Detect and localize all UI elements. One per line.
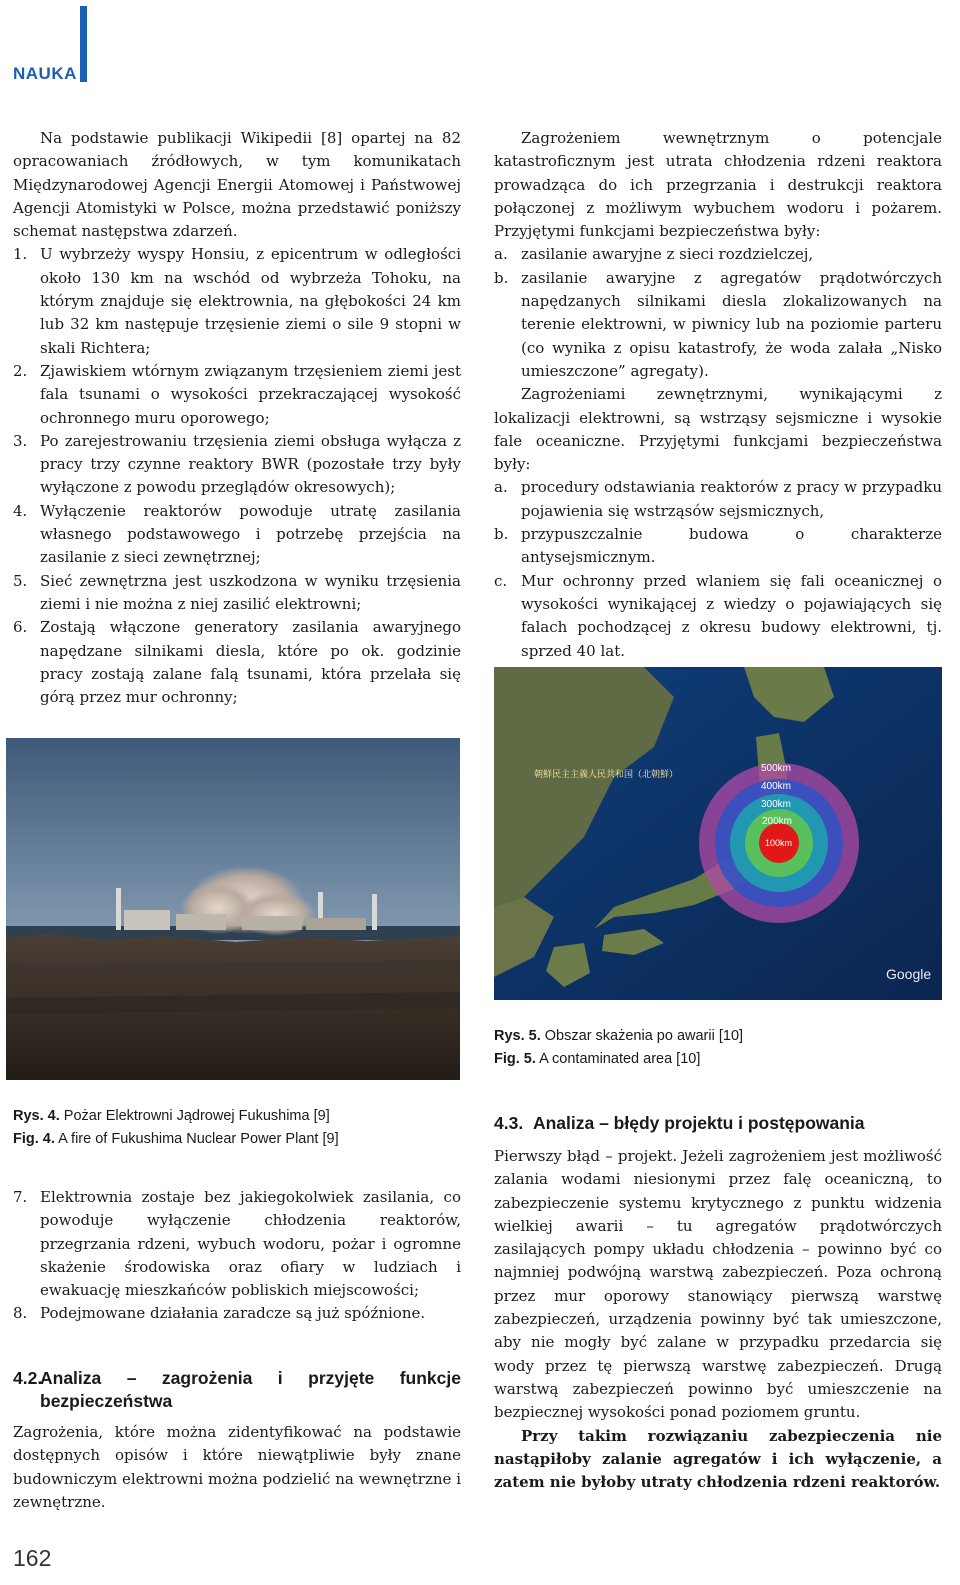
- left-column-bottom: [13, 1186, 461, 1326]
- list-item: b. przypuszczalnie budowa o charakterze antysejsmicznym.: [494, 525, 942, 567]
- fukushima-fire-photo: [6, 738, 460, 1080]
- ring-300km-label: 300km: [761, 799, 792, 810]
- left-column-top: [13, 127, 461, 709]
- map-banner-text: 朝鮮民主主義人民共和国（北朝鮮）: [534, 770, 679, 780]
- event-list: [13, 243, 461, 709]
- figure-5-label-en: Fig. 5.: [494, 1051, 536, 1067]
- right-column-top: [494, 127, 942, 663]
- list-item: 6. Zostają włączone generatory zasilania awaryjnego napędzane silnikami diesla, które po ok. godzinie pracy zostają zalane falą tsunami, która przelała się górą przez mur ochronny;: [13, 618, 461, 707]
- page-number: 162: [13, 1545, 52, 1571]
- list-item: 4. Wyłączenie reaktorów powoduje utratę zasilania własnego podstawowego i potrzebę przejścia na zasilanie z sieci zewnętrznej;: [13, 501, 461, 567]
- internal-functions-list: [494, 243, 942, 383]
- section-4-3-text: Pierwszy błąd – projekt. Jeżeli zagrożeniem jest możliwość zalania wodami niesionymi przez falę oceaniczną, to zabezpieczenie systemu krytycznego z punktu widzenia wielkiej awarii – tu agregatów prądotwórczych zasilających pompy układu chłodzenia – powinno być co najmniej podwójną warstwą zabezpieczeń. Poza ochroną przez mur oporowy stanowiący pierwszą warstwę zabezpieczeń, urządzenia powinny być tak umieszczone, aby nie mogły być zalane w przypadku przedarcia się wody przez tę pierwszą warstwę zabezpieczeń. Drugą warstwą zabezpieczeń powinno być umieszczenie na bezpiecznej wysokości ponad poziomem gruntu. Przy takim rozwiązaniu zabezpieczenia nie nastąpiłoby zalanie agregatów i ich wyłączenie, a zatem nie byłoby utraty chłodzenia rdzeni reaktorów.: [494, 1145, 942, 1494]
- ring-100km-label: 100km: [765, 838, 793, 848]
- list-item: 8. Podejmowane działania zaradcze są już spóźnione.: [13, 1304, 426, 1323]
- figure-4-label-pl: Rys. 4.: [13, 1108, 60, 1124]
- list-item: 2. Zjawiskiem wtórnym związanym trzęsieniem ziemi jest fala tsunami o wysokości przekraczającej wysokość ochronnego muru oporowego;: [13, 361, 461, 427]
- figure-4-caption-en: A fire of Fukushima Nuclear Power Plant [9]: [58, 1131, 339, 1147]
- section-4-2-text: Zagrożenia, które można zidentyfikować na podstawie dostępnych opisów i które niewątpliwie były znane budowniczym elektrowni można podzielić na wewnętrzne i zewnętrzne.: [13, 1423, 461, 1511]
- section-heading-4-3: 4.3. Analiza – błędy projektu i postępowania: [494, 1113, 865, 1133]
- figure-4-caption: [13, 1105, 461, 1151]
- section-heading-4-2: 4.2. Analiza – zagrożenia i przyjęte funkcje bezpieczeństwa: [13, 1368, 461, 1411]
- list-item: c. Mur ochronny przed wlaniem się fali oceanicznej o wysokości wynikającej z wiedzy o pojawiających się falach pochodzącej z okresu budowy elektrowni, tj. sprzed 40 lat.: [494, 571, 942, 660]
- figure-5-caption-en: A contaminated area [10]: [539, 1051, 701, 1067]
- list-item: 1. U wybrzeży wyspy Honsiu, z epicentrum w odległości około 130 km na wschód od wybrzeża Tohoku, na którym znajduje się elektrownia, na głębokości 24 km lub 32 km następuje trzęsienie ziemi o sile 9 stopni w skali Richtera;: [13, 245, 461, 357]
- list-item: 5. Sieć zewnętrzna jest uszkodzona w wyniku trzęsienia ziemi i nie można z niej zasilić elektrowni;: [13, 571, 461, 613]
- figure-5-label-pl: Rys. 5.: [494, 1028, 541, 1044]
- event-list-continued: [13, 1186, 461, 1326]
- list-item: 3. Po zarejestrowaniu trzęsienia ziemi obsługa wyłącza z pracy trzy czynne reaktory BWR (pozostałe trzy były wyłączone z powodu przeglądów okresowych);: [13, 431, 461, 497]
- ring-500km-label: 500km: [761, 763, 792, 774]
- external-functions-list: [494, 476, 942, 662]
- figure-5-caption-pl: Obszar skażenia po awarii [10]: [544, 1028, 744, 1044]
- section-accent-bar: [80, 6, 87, 82]
- list-item: a. procedury odstawiania reaktorów z pracy w przypadku pojawienia się wstrząsów sejsmicznych,: [494, 478, 942, 520]
- external-threats-paragraph: Zagrożeniami zewnętrznymi, wynikającymi z lokalizacji elektrowni, są wstrząsy sejsmiczne i wysokie fale oceaniczne. Przyjętymi funkcjami bezpieczeństwa były:: [494, 385, 942, 474]
- list-item: a. zasilanie awaryjne z sieci rozdzielczej,: [494, 245, 814, 264]
- list-item: b. zasilanie awaryjne z agregatów prądotwórczych napędzanych silnikami diesla zlokalizowanych na terenie elektrowni, w piwnicy lub na poziomie parteru (co wynika z opisu katastrofy, że woda zalała „Nisko umieszczone” agregaty).: [494, 268, 942, 380]
- figure-5-caption: [494, 1025, 942, 1071]
- list-item: 7. Elektrownia zostaje bez jakiegokolwiek zasilania, co powoduje wyłączenie chłodzenia reaktorów, przegrzania rdzeni, wybuch wodoru, pożar i ogromne skażenie środowiska oraz ofiary w ludziach i ewakuację mieszkańców pobliskich miejscowości;: [13, 1188, 461, 1300]
- ring-400km-label: 400km: [761, 781, 792, 792]
- conclusion-paragraph: Przy takim rozwiązaniu zabezpieczenia nie nastąpiłoby zalanie agregatów i ich wyłączenie, a zatem nie byłoby utraty chłodzenia rdzeni reaktorów.: [494, 1426, 942, 1492]
- figure-4-label-en: Fig. 4.: [13, 1131, 55, 1147]
- figure-4-caption-pl: Pożar Elektrowni Jądrowej Fukushima [9]: [63, 1108, 330, 1124]
- ring-200km-label: 200km: [762, 816, 793, 827]
- section-label: NAUKA: [13, 64, 77, 83]
- internal-threats-paragraph: Zagrożeniem wewnętrznym o potencjale katastroficznym jest utrata chłodzenia rdzeni reaktora prowadząca do ich przegrzania i destrukcji reaktora połączonej z możliwym wybuchem wodoru i pożarem. Przyjętymi funkcjami bezpieczeństwa były:: [494, 129, 942, 241]
- intro-paragraph: Na podstawie publikacji Wikipedii [8] opartej na 82 opracowaniach źródłowych, w tym komunikatach Międzynarodowej Agencji Energii Atomowej i Państwowej Agencji Atomistyki w Polsce, można przedstawić poniższy schemat następstwa zdarzeń.: [13, 129, 461, 241]
- contamination-map: [494, 667, 942, 1000]
- map-watermark: Google: [886, 966, 932, 982]
